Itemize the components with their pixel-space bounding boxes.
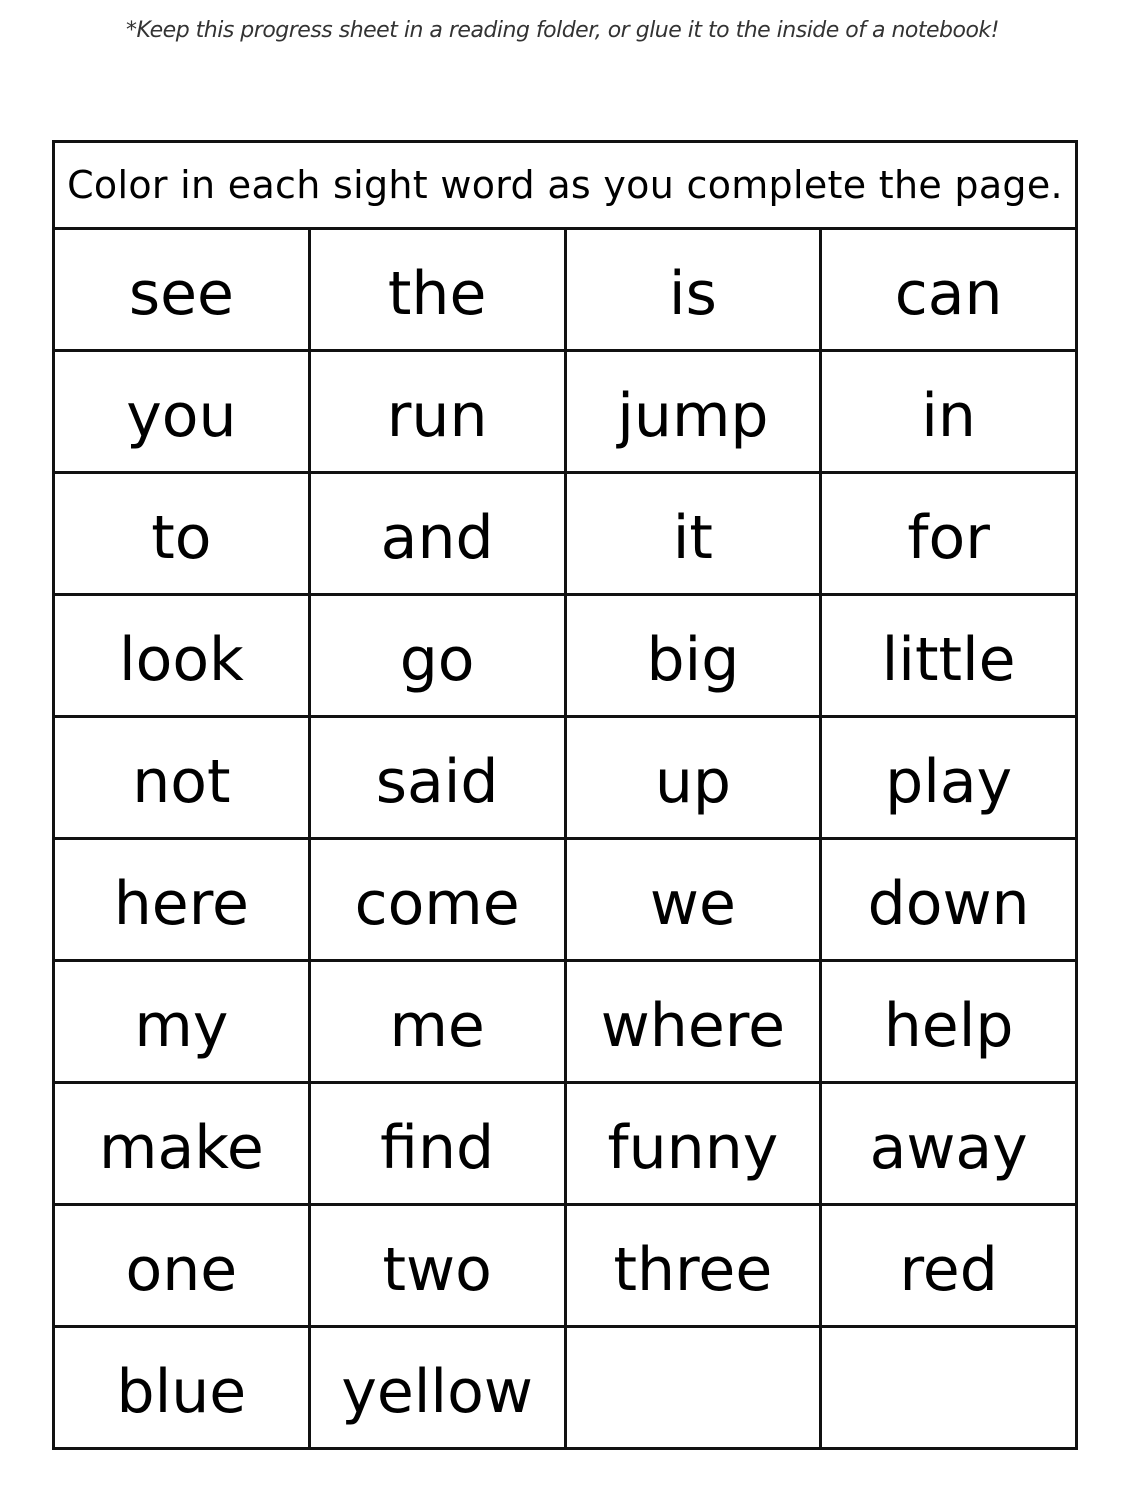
- sight-word: for: [907, 502, 990, 573]
- word-row: [54, 229, 1077, 351]
- sight-word: and: [380, 502, 494, 573]
- word-cell[interactable]: [565, 717, 821, 839]
- word-cell[interactable]: [309, 839, 565, 961]
- word-cell[interactable]: [54, 595, 310, 717]
- sight-word: red: [899, 1234, 998, 1305]
- sight-word: to: [151, 502, 212, 573]
- sight-word: make: [99, 1112, 264, 1183]
- sight-word: jump: [617, 380, 769, 451]
- word-cell[interactable]: [565, 1083, 821, 1205]
- sight-word: one: [125, 1234, 238, 1305]
- sight-word: up: [654, 746, 731, 817]
- sight-word: big: [646, 624, 740, 695]
- word-cell[interactable]: [54, 1083, 310, 1205]
- sight-word: you: [126, 380, 237, 451]
- word-cell[interactable]: [54, 229, 310, 351]
- word-cell[interactable]: [54, 717, 310, 839]
- sight-word: come: [354, 868, 520, 939]
- instruction-note: *Keep this progress sheet in a reading folder, or glue it to the inside of a notebook!: [126, 18, 999, 43]
- sight-word: is: [668, 258, 717, 329]
- empty-cell[interactable]: [565, 1327, 821, 1449]
- word-cell[interactable]: [54, 1205, 310, 1327]
- sight-word: me: [389, 990, 485, 1061]
- word-cell[interactable]: [54, 473, 310, 595]
- word-cell[interactable]: [821, 351, 1077, 473]
- word-row: [54, 595, 1077, 717]
- sight-word: it: [672, 502, 713, 573]
- word-cell[interactable]: [309, 1083, 565, 1205]
- word-cell[interactable]: [565, 961, 821, 1083]
- sight-word: look: [118, 624, 244, 695]
- word-row: [54, 1327, 1077, 1449]
- word-cell[interactable]: [309, 473, 565, 595]
- sight-word: funny: [607, 1112, 779, 1183]
- word-cell[interactable]: [821, 473, 1077, 595]
- word-cell[interactable]: [54, 961, 310, 1083]
- word-cell[interactable]: [309, 961, 565, 1083]
- word-cell[interactable]: [309, 595, 565, 717]
- word-cell[interactable]: [565, 351, 821, 473]
- word-row: [54, 717, 1077, 839]
- word-cell[interactable]: [309, 1205, 565, 1327]
- sight-word: can: [894, 258, 1003, 329]
- sight-word: help: [883, 990, 1014, 1061]
- sight-word: little: [881, 624, 1016, 695]
- header-row: [54, 142, 1077, 229]
- sight-word-table: [52, 140, 1078, 1450]
- word-cell[interactable]: [565, 595, 821, 717]
- sight-word: here: [113, 868, 249, 939]
- word-cell[interactable]: [821, 961, 1077, 1083]
- sight-word: in: [921, 380, 976, 451]
- table-header: Color in each sight word as you complete the page.: [54, 142, 1077, 229]
- sight-word: not: [132, 746, 231, 817]
- word-cell[interactable]: [821, 1083, 1077, 1205]
- sight-word: down: [867, 868, 1030, 939]
- sight-word: where: [600, 990, 786, 1061]
- word-cell[interactable]: [309, 717, 565, 839]
- word-cell[interactable]: [821, 1205, 1077, 1327]
- sight-word: said: [375, 746, 499, 817]
- sight-word: away: [869, 1112, 1028, 1183]
- word-cell[interactable]: [565, 839, 821, 961]
- sight-word: go: [399, 624, 475, 695]
- word-cell[interactable]: [565, 1205, 821, 1327]
- word-row: [54, 961, 1077, 1083]
- word-cell[interactable]: [821, 229, 1077, 351]
- word-cell[interactable]: [54, 1327, 310, 1449]
- sight-word: yellow: [341, 1356, 533, 1427]
- sight-word: my: [134, 990, 229, 1061]
- word-row: [54, 1205, 1077, 1327]
- word-row: [54, 1083, 1077, 1205]
- empty-cell[interactable]: [821, 1327, 1077, 1449]
- sight-word: we: [649, 868, 736, 939]
- word-cell[interactable]: [565, 229, 821, 351]
- word-cell[interactable]: [821, 717, 1077, 839]
- word-cell[interactable]: [565, 473, 821, 595]
- word-cell[interactable]: [309, 351, 565, 473]
- sight-word: two: [382, 1234, 492, 1305]
- sight-word: find: [380, 1112, 495, 1183]
- word-cell[interactable]: [309, 1327, 565, 1449]
- word-cell[interactable]: [54, 351, 310, 473]
- sight-word: three: [613, 1234, 773, 1305]
- word-cell[interactable]: [54, 839, 310, 961]
- word-row: [54, 351, 1077, 473]
- sight-word: blue: [116, 1356, 247, 1427]
- sight-word: play: [885, 746, 1013, 817]
- sight-word: run: [386, 380, 488, 451]
- word-cell[interactable]: [309, 229, 565, 351]
- word-row: [54, 473, 1077, 595]
- sight-word: the: [387, 258, 487, 329]
- sight-word: see: [128, 258, 234, 329]
- word-cell[interactable]: [821, 839, 1077, 961]
- word-cell[interactable]: [821, 595, 1077, 717]
- word-row: [54, 839, 1077, 961]
